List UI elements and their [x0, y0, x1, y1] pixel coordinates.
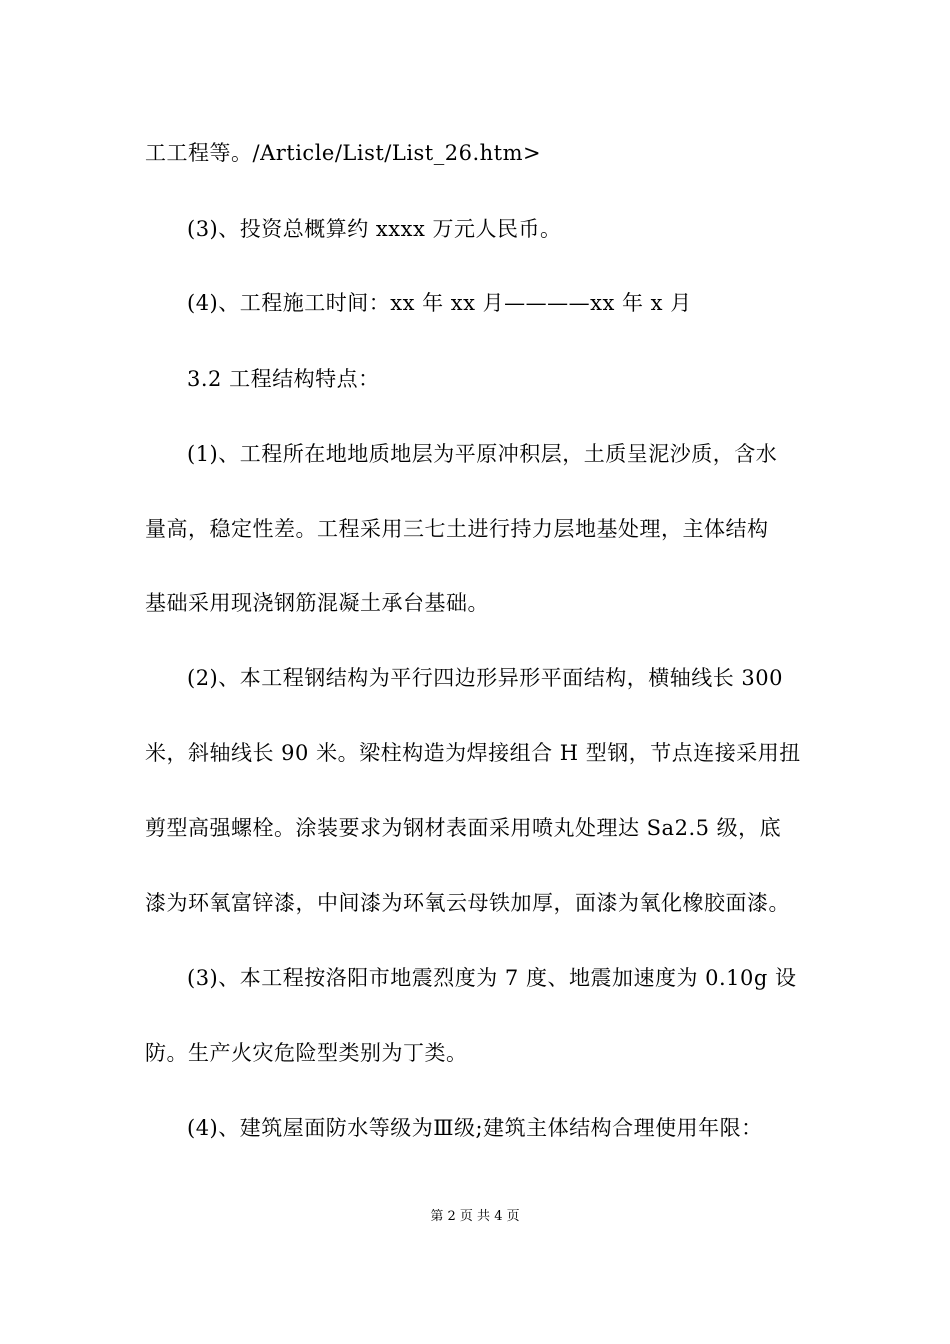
text-line-3: (4)、工程施工时间：xx 年 xx 月————xx 年 x 月 [187, 291, 692, 315]
text-line-9: 米，斜轴线长 90 米。梁柱构造为焊接组合 H 型钢，节点连接采用扭 [145, 741, 801, 765]
text-line-1: 工工程等。/Article/List/List_26.htm> [145, 141, 542, 165]
text-line-2: (3)、投资总概算约 xxxx 万元人民币。 [187, 217, 562, 241]
text-line-11: 漆为环氧富锌漆，中间漆为环氧云母铁加厚，面漆为氧化橡胶面漆。 [145, 891, 790, 915]
section-heading: 3.2 工程结构特点： [187, 367, 380, 391]
text-line-8: (2)、本工程钢结构为平行四边形异形平面结构，横轴线长 300 [187, 666, 784, 690]
text-line-10: 剪型高强螺栓。涂装要求为钢材表面采用喷丸处理达 Sa2.5 级，底 [145, 816, 782, 840]
text-line-14: (4)、建筑屋面防水等级为Ⅲ级;建筑主体结构合理使用年限： [187, 1116, 763, 1140]
text-line-7: 基础采用现浇钢筋混凝土承台基础。 [145, 591, 489, 615]
page-footer: 第 2 页 共 4 页 [430, 1209, 520, 1224]
text-line-5: (1)、工程所在地地质地层为平原冲积层，土质呈泥沙质，含水 [187, 442, 778, 466]
text-line-6: 量高，稳定性差。工程采用三七土进行持力层地基处理，主体结构 [145, 517, 769, 541]
text-line-13: 防。生产火灾危险型类别为丁类。 [145, 1041, 468, 1065]
text-line-12: (3)、本工程按洛阳市地震烈度为 7 度、地震加速度为 0.10g 设 [187, 966, 797, 990]
